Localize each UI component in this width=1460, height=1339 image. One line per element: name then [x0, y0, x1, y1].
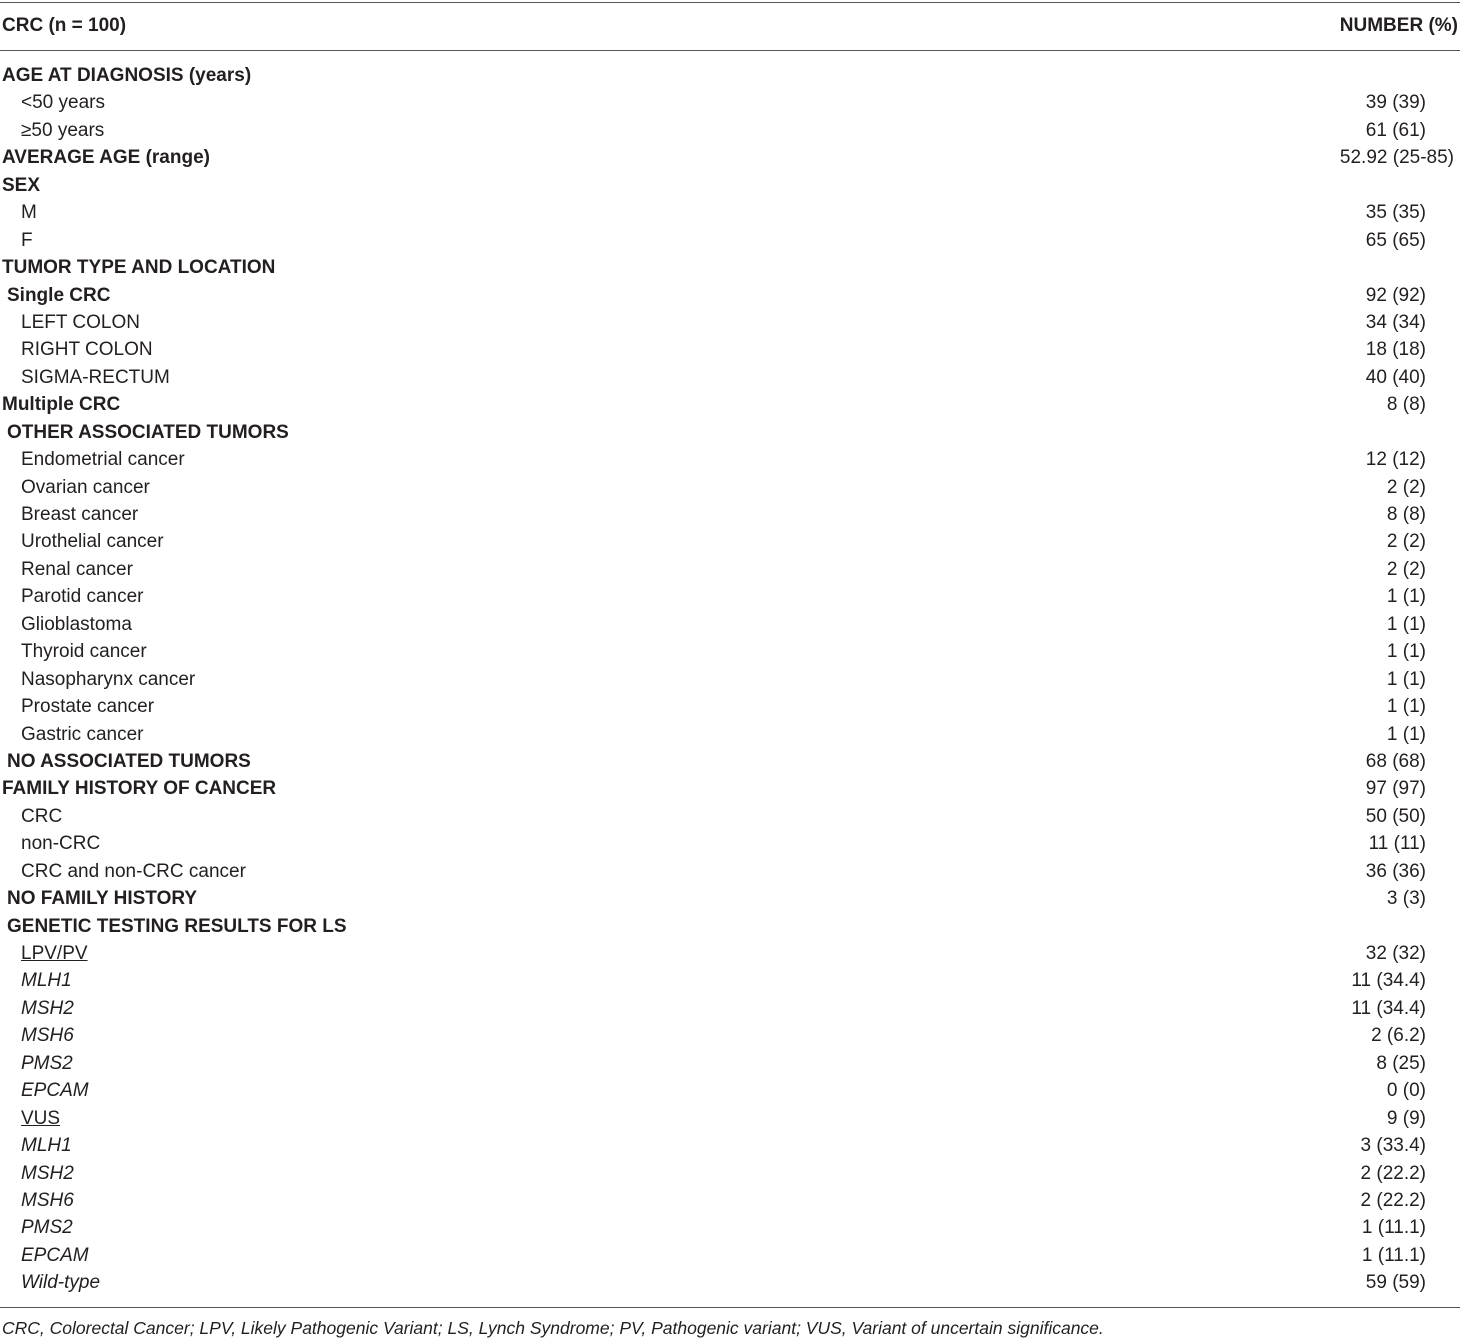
- table-header-row: [0, 0, 1460, 50]
- table-row: [0, 446, 1460, 473]
- row-value: 36 (36): [1365, 860, 1426, 882]
- row-value: 8 (8): [1386, 394, 1426, 416]
- row-label: Parotid cancer: [21, 586, 144, 608]
- table-row: [0, 830, 1460, 857]
- table-row: [0, 940, 1460, 967]
- table-row: [0, 62, 1460, 89]
- row-label: PMS2: [21, 1217, 73, 1239]
- table-row: [0, 1077, 1460, 1104]
- row-value: 50 (50): [1365, 805, 1426, 827]
- row-label: EPCAM: [21, 1244, 89, 1266]
- table-row: [0, 858, 1460, 885]
- row-value: 2 (6.2): [1371, 1025, 1426, 1047]
- row-label: OTHER ASSOCIATED TUMORS: [7, 421, 289, 443]
- row-value: 1 (1): [1386, 613, 1426, 635]
- table-row: [0, 254, 1460, 281]
- table-row: [0, 1132, 1460, 1159]
- row-value: 1 (11.1): [1361, 1244, 1426, 1266]
- row-value: 59 (59): [1365, 1272, 1426, 1294]
- row-label: NO ASSOCIATED TUMORS: [7, 750, 251, 772]
- table-row: [0, 1022, 1460, 1049]
- table-row: [0, 89, 1460, 116]
- row-label: Glioblastoma: [21, 613, 132, 635]
- row-value: 11 (34.4): [1351, 970, 1426, 992]
- row-label: LEFT COLON: [21, 311, 140, 333]
- row-label: Urothelial cancer: [21, 531, 164, 553]
- row-label: SIGMA-RECTUM: [21, 366, 170, 388]
- table-row: [0, 666, 1460, 693]
- table-footnote: CRC, Colorectal Cancer; LPV, Likely Pathogenic Variant; LS, Lynch Syndrome; PV, Pathogenic variant; VUS, Variant of uncertain significance.: [2, 1318, 1104, 1338]
- column-header-number: NUMBER (%): [1339, 15, 1458, 36]
- table-row: [0, 885, 1460, 912]
- table-row: [0, 501, 1460, 528]
- row-label: MSH6: [21, 1189, 74, 1211]
- row-label: MSH2: [21, 1162, 74, 1184]
- table-row: [0, 1242, 1460, 1269]
- row-value: 52.92 (25-85): [1339, 147, 1454, 169]
- table-row: [0, 638, 1460, 665]
- table-row: [0, 391, 1460, 418]
- table-row: [0, 1160, 1460, 1187]
- table-row: [0, 748, 1460, 775]
- row-label: NO FAMILY HISTORY: [7, 888, 198, 910]
- table-row: [0, 474, 1460, 501]
- row-value: 8 (25): [1376, 1052, 1426, 1074]
- row-value: 9 (9): [1386, 1107, 1426, 1129]
- row-value: 35 (35): [1365, 202, 1426, 224]
- row-value: 0 (0): [1386, 1080, 1426, 1102]
- row-label: Breast cancer: [21, 504, 139, 525]
- row-value: 8 (8): [1386, 504, 1426, 525]
- row-label: Single CRC: [7, 284, 111, 306]
- row-value: 32 (32): [1365, 943, 1426, 964]
- row-value: 92 (92): [1365, 284, 1426, 306]
- row-value: 1 (1): [1386, 586, 1426, 608]
- row-label: AGE AT DIAGNOSIS (years): [2, 65, 252, 86]
- row-label: Nasopharynx cancer: [21, 668, 196, 690]
- row-label: non-CRC: [21, 833, 101, 855]
- table-row: [0, 309, 1460, 336]
- table-row: [0, 803, 1460, 830]
- row-label: <50 years: [21, 92, 105, 114]
- table-row: [0, 1269, 1460, 1296]
- row-label: PMS2: [21, 1052, 73, 1074]
- row-value: 2 (22.2): [1360, 1162, 1426, 1184]
- table-row: [0, 144, 1460, 171]
- row-label: GENETIC TESTING RESULTS FOR LS: [7, 915, 347, 937]
- row-label: Multiple CRC: [2, 394, 121, 416]
- row-label: M: [21, 202, 37, 224]
- row-label: CRC: [21, 805, 63, 827]
- row-value: 1 (1): [1386, 723, 1426, 745]
- table-row: [0, 1050, 1460, 1077]
- row-label: F: [21, 229, 33, 251]
- row-label: TUMOR TYPE AND LOCATION: [2, 257, 276, 279]
- row-value: 2 (2): [1386, 476, 1426, 498]
- table-body: [0, 62, 1460, 1297]
- row-value: 1 (1): [1386, 696, 1426, 718]
- row-value: 2 (22.2): [1360, 1189, 1426, 1211]
- row-value: 61 (61): [1365, 119, 1426, 141]
- table-row: [0, 336, 1460, 363]
- row-label: MSH6: [21, 1025, 74, 1047]
- row-label: FAMILY HISTORY OF CANCER: [2, 778, 277, 800]
- row-value: 2 (2): [1386, 558, 1426, 580]
- table-row: [0, 199, 1460, 226]
- table-row: [0, 528, 1460, 555]
- row-label: RIGHT COLON: [21, 339, 153, 361]
- table-row: [0, 967, 1460, 994]
- table-row: [0, 995, 1460, 1022]
- row-label: SEX: [2, 174, 41, 196]
- row-value: 1 (1): [1386, 668, 1426, 690]
- table-row: [0, 1105, 1460, 1132]
- row-label: LPV/PV: [21, 943, 88, 964]
- row-value: 12 (12): [1365, 449, 1426, 471]
- row-label: EPCAM: [21, 1080, 89, 1102]
- row-value: 11 (11): [1368, 833, 1426, 855]
- table-row: [0, 117, 1460, 144]
- table-row: [0, 282, 1460, 309]
- row-value: 1 (1): [1386, 641, 1426, 663]
- row-label: VUS: [21, 1107, 61, 1129]
- row-value: 18 (18): [1365, 339, 1426, 361]
- table-row: [0, 419, 1460, 446]
- row-value: 3 (33.4): [1360, 1135, 1426, 1157]
- table-row: [0, 172, 1460, 199]
- row-label: Renal cancer: [21, 558, 133, 580]
- row-label: Wild-type: [21, 1272, 101, 1294]
- table-bottom-rule: [0, 1307, 1460, 1308]
- row-label: MLH1: [21, 1135, 72, 1157]
- table-row: [0, 775, 1460, 802]
- row-value: 1 (11.1): [1361, 1217, 1426, 1239]
- row-value: 68 (68): [1365, 750, 1426, 772]
- row-value: 34 (34): [1365, 311, 1426, 333]
- row-value: 97 (97): [1365, 778, 1426, 800]
- column-header-cohort: CRC (n = 100): [2, 15, 127, 36]
- row-value: 40 (40): [1365, 366, 1426, 388]
- row-label: CRC and non-CRC cancer: [21, 860, 246, 882]
- table-row: [0, 721, 1460, 748]
- row-label: Thyroid cancer: [21, 641, 147, 663]
- row-label: MLH1: [21, 970, 72, 992]
- table-row: [0, 1214, 1460, 1241]
- row-label: Gastric cancer: [21, 723, 144, 745]
- row-label: MSH2: [21, 997, 74, 1019]
- table-row: [0, 611, 1460, 638]
- row-value: 65 (65): [1365, 229, 1426, 251]
- table-row: [0, 364, 1460, 391]
- row-label: AVERAGE AGE (range): [2, 147, 210, 169]
- row-value: 2 (2): [1386, 531, 1426, 553]
- table-row: [0, 1187, 1460, 1214]
- row-label: ≥50 years: [21, 119, 105, 141]
- row-value: 39 (39): [1365, 92, 1426, 114]
- table-row: [0, 913, 1460, 940]
- table-row: [0, 693, 1460, 720]
- row-label: Endometrial cancer: [21, 449, 185, 471]
- row-value: 11 (34.4): [1351, 997, 1426, 1019]
- table-row: [0, 556, 1460, 583]
- row-label: Prostate cancer: [21, 696, 155, 718]
- table-row: [0, 227, 1460, 254]
- table-row: [0, 583, 1460, 610]
- row-label: Ovarian cancer: [21, 476, 150, 498]
- table-header-rule: [0, 50, 1460, 51]
- row-value: 3 (3): [1386, 888, 1426, 910]
